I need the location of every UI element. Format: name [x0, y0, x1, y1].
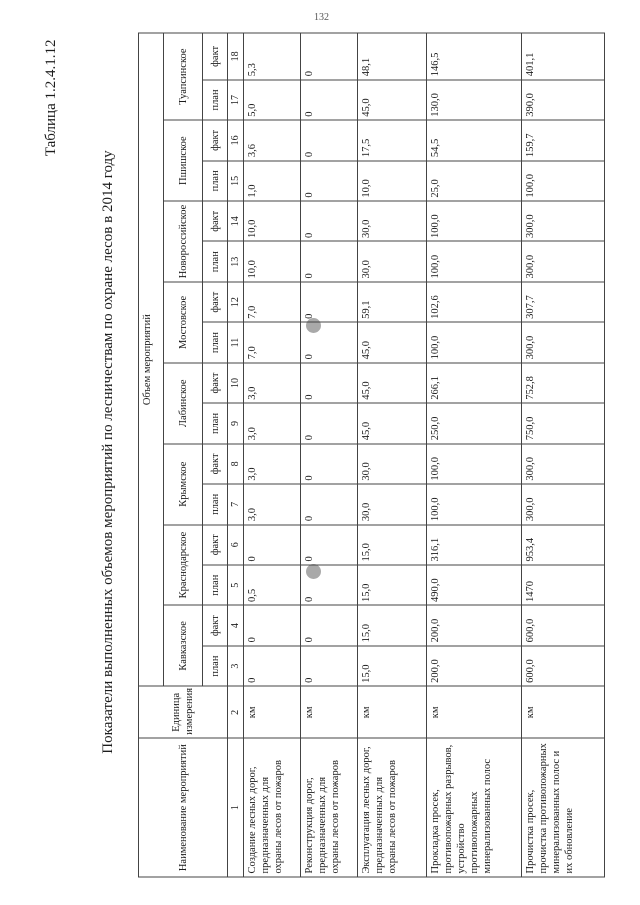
row-unit: км — [244, 686, 301, 738]
column-number: 18 — [228, 33, 244, 80]
column-number: 12 — [228, 282, 244, 322]
row-name: Прочистка просек, прочистка противопожарных минерализованных полос и их обновление — [522, 738, 605, 877]
cell-value: 0 — [244, 646, 301, 686]
row-unit: км — [427, 686, 522, 738]
cell-value: 0 — [244, 525, 301, 565]
header-fact: факт — [203, 605, 228, 645]
header-fact: факт — [203, 363, 228, 403]
header-unit: Единица измерения — [139, 686, 228, 738]
cell-value: 25,0 — [427, 161, 522, 201]
cell-value: 30,0 — [358, 242, 427, 282]
column-number: 14 — [228, 201, 244, 241]
column-number: 8 — [228, 444, 244, 484]
header-plan: план — [203, 403, 228, 443]
cell-value: 752,8 — [522, 363, 605, 403]
cell-value: 45,0 — [358, 403, 427, 443]
header-fact: факт — [203, 444, 228, 484]
column-number: 11 — [228, 322, 244, 362]
table-row — [358, 33, 427, 877]
column-number: 16 — [228, 120, 244, 160]
cell-value: 490,0 — [427, 565, 522, 605]
header-fact: факт — [203, 201, 228, 241]
cell-value: 3,0 — [244, 363, 301, 403]
cell-value: 0 — [244, 605, 301, 645]
header-name: Наименование мероприятий — [139, 738, 228, 877]
cell-value: 100,0 — [427, 484, 522, 524]
cell-value: 300,0 — [522, 444, 605, 484]
header-plan: план — [203, 242, 228, 282]
header-forestry: Туапсинское — [164, 33, 203, 120]
column-number: 7 — [228, 484, 244, 524]
header-plan: план — [203, 646, 228, 686]
cell-value: 200,0 — [427, 605, 522, 645]
row-unit: км — [522, 686, 605, 738]
cell-value: 0 — [301, 242, 358, 282]
cell-value: 10,0 — [244, 242, 301, 282]
cell-value: 102,6 — [427, 282, 522, 322]
cell-value: 600,0 — [522, 646, 605, 686]
cell-value: 750,0 — [522, 403, 605, 443]
column-number: 17 — [228, 80, 244, 120]
cell-value: 159,7 — [522, 120, 605, 160]
cell-value: 0 — [301, 565, 358, 605]
table-row — [244, 33, 301, 877]
cell-value: 10,0 — [244, 201, 301, 241]
cell-value: 316,1 — [427, 525, 522, 565]
cell-value: 5,3 — [244, 33, 301, 80]
cell-value: 30,0 — [358, 484, 427, 524]
cell-value: 1,0 — [244, 161, 301, 201]
column-number: 3 — [228, 646, 244, 686]
cell-value: 0 — [301, 444, 358, 484]
column-number: 13 — [228, 242, 244, 282]
table-row — [301, 33, 358, 877]
header-forestry: Лабинское — [164, 363, 203, 444]
page-number: 132 — [314, 12, 329, 23]
cell-value: 45,0 — [358, 322, 427, 362]
cell-value: 15,0 — [358, 525, 427, 565]
header-plan: план — [203, 484, 228, 524]
cell-value: 45,0 — [358, 363, 427, 403]
cell-value: 0 — [301, 201, 358, 241]
cell-value: 0 — [301, 403, 358, 443]
cell-value: 54,5 — [427, 120, 522, 160]
header-forestry: Мостовское — [164, 282, 203, 363]
cell-value: 0 — [301, 33, 358, 80]
header-plan: план — [203, 161, 228, 201]
cell-value: 0 — [301, 161, 358, 201]
table-row — [522, 33, 605, 877]
column-number: 2 — [228, 686, 244, 738]
row-name: Эксплуатация лесных дорог, предназначенных для охраны лесов от пожаров — [358, 738, 427, 877]
cell-value: 15,0 — [358, 605, 427, 645]
cell-value: 600,0 — [522, 605, 605, 645]
cell-value: 0 — [301, 322, 358, 362]
cell-value: 7,0 — [244, 322, 301, 362]
cell-value: 7,0 — [244, 282, 301, 322]
header-forestry: Краснодарское — [164, 525, 203, 606]
header-group: Объем мероприятий — [139, 33, 164, 686]
row-unit: км — [301, 686, 358, 738]
row-unit: км — [358, 686, 427, 738]
cell-value: 250,0 — [427, 403, 522, 443]
cell-value: 953,4 — [522, 525, 605, 565]
cell-value: 200,0 — [427, 646, 522, 686]
cell-value: 100,0 — [522, 161, 605, 201]
cell-value: 100,0 — [427, 322, 522, 362]
header-fact: факт — [203, 525, 228, 565]
row-name: Создание лесных дорог, предназначенных для охраны лесов от пожаров — [244, 738, 301, 877]
cell-value: 3,0 — [244, 444, 301, 484]
cell-value: 0 — [301, 525, 358, 565]
cell-value: 3,0 — [244, 484, 301, 524]
table-row — [427, 33, 522, 877]
header-forestry: Крымское — [164, 444, 203, 525]
column-number: 15 — [228, 161, 244, 201]
cell-value: 0 — [301, 363, 358, 403]
cell-value: 30,0 — [358, 444, 427, 484]
header-forestry: Пшишское — [164, 120, 203, 201]
header-fact: факт — [203, 120, 228, 160]
cell-value: 307,7 — [522, 282, 605, 322]
cell-value: 59,1 — [358, 282, 427, 322]
cell-value: 401,1 — [522, 33, 605, 80]
column-number: 9 — [228, 403, 244, 443]
header-forestry: Кавказское — [164, 605, 203, 686]
cell-value: 17,5 — [358, 120, 427, 160]
cell-value: 130,0 — [427, 80, 522, 120]
table-label: Таблица 1.2.4.1.12 — [43, 39, 59, 157]
cell-value: 45,0 — [358, 80, 427, 120]
cell-value: 300,0 — [522, 322, 605, 362]
cell-value: 0 — [301, 120, 358, 160]
header-forestry: Новороссийское — [164, 201, 203, 282]
header-fact: факт — [203, 282, 228, 322]
cell-value: 0 — [301, 80, 358, 120]
cell-value: 266,1 — [427, 363, 522, 403]
cell-value: 300,0 — [522, 201, 605, 241]
column-number: 4 — [228, 605, 244, 645]
row-name: Реконструкция дорог, предназначенных для охраны лесов от пожаров — [301, 738, 358, 877]
forest-protection-table — [138, 33, 605, 878]
cell-value: 100,0 — [427, 201, 522, 241]
table-caption: Показатели выполненных объемов мероприятий по лесничествам по охране лесов в 2014 году — [100, 150, 116, 754]
cell-value: 15,0 — [358, 565, 427, 605]
column-number: 10 — [228, 363, 244, 403]
row-name: Прокладка просек, противопожарных разрывов, устройство противопожарных минерализованных полос — [427, 738, 522, 877]
cell-value: 390,0 — [522, 80, 605, 120]
cell-value: 15,0 — [358, 646, 427, 686]
cell-value: 1470 — [522, 565, 605, 605]
column-number: 1 — [228, 738, 244, 877]
cell-value: 0 — [301, 484, 358, 524]
cell-value: 3,6 — [244, 120, 301, 160]
column-number: 6 — [228, 525, 244, 565]
cell-value: 100,0 — [427, 444, 522, 484]
header-plan: план — [203, 565, 228, 605]
cell-value: 3,0 — [244, 403, 301, 443]
cell-value: 0 — [301, 605, 358, 645]
cell-value: 300,0 — [522, 242, 605, 282]
header-plan: план — [203, 322, 228, 362]
cell-value: 300,0 — [522, 484, 605, 524]
cell-value: 5,0 — [244, 80, 301, 120]
column-number: 5 — [228, 565, 244, 605]
header-fact: факт — [203, 33, 228, 80]
cell-value: 146,5 — [427, 33, 522, 80]
cell-value: 0 — [301, 282, 358, 322]
cell-value: 48,1 — [358, 33, 427, 80]
cell-value: 0 — [301, 646, 358, 686]
cell-value: 30,0 — [358, 201, 427, 241]
header-plan: план — [203, 80, 228, 120]
cell-value: 10,0 — [358, 161, 427, 201]
cell-value: 0,5 — [244, 565, 301, 605]
cell-value: 100,0 — [427, 242, 522, 282]
